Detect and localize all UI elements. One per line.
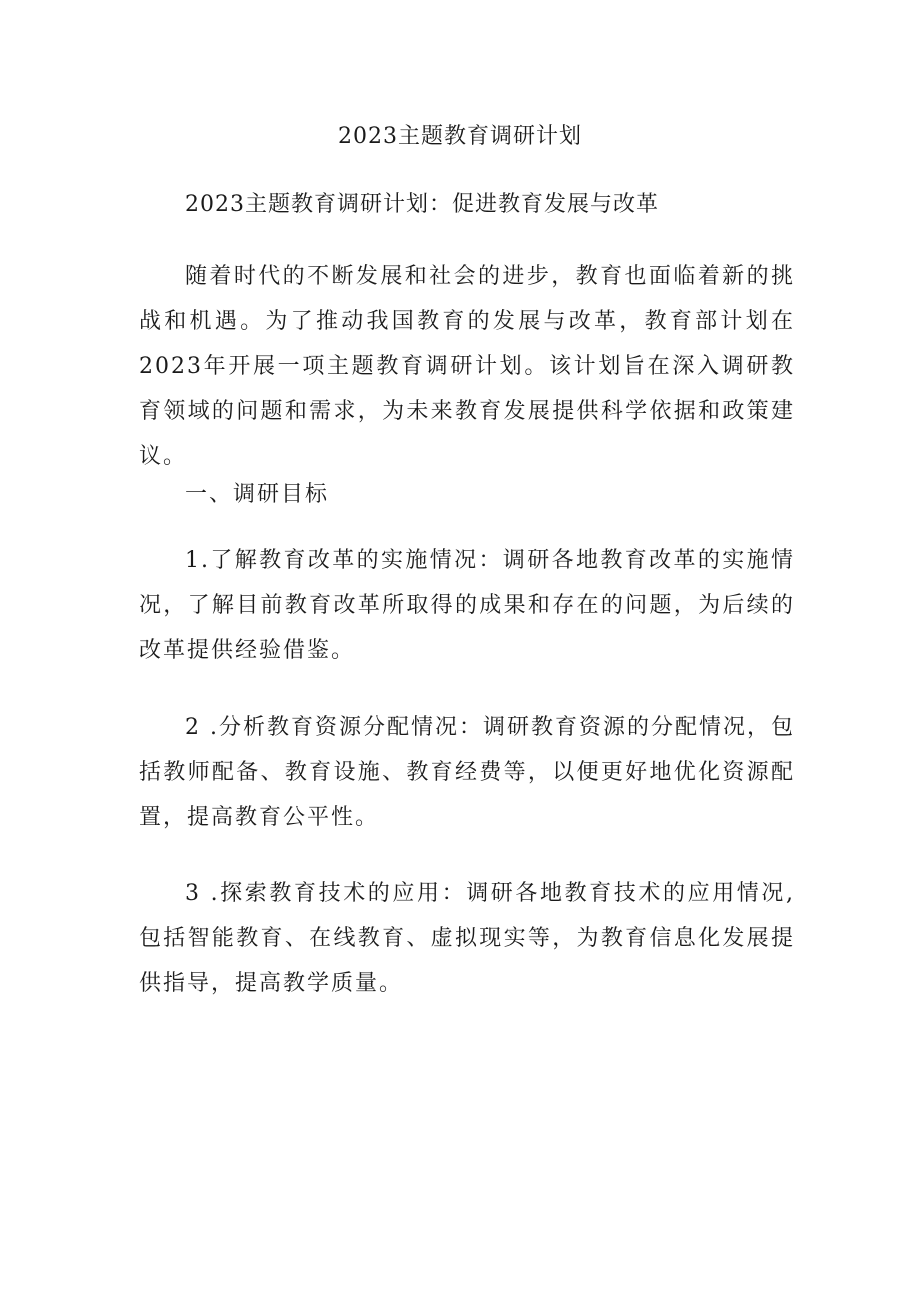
document-subtitle: 2023主题教育调研计划：促进教育发展与改革 xyxy=(185,192,659,217)
objective-item-1: 1.了解教育改革的实施情况：调研各地教育改革的实施情况，了解目前教育改革所取得的成果和存在的问题，为后续的改革提供经验借鉴。 xyxy=(139,548,795,663)
objective-item-2: 2 .分析教育资源分配情况：调研教育资源的分配情况，包括教师配备、教育设施、教育经费等，以便更好地优化资源配置，提高教育公平性。 xyxy=(139,715,795,830)
objective-item-3: 3 .探索教育技术的应用：调研各地教育技术的应用情况,包括智能教育、在线教育、虚拟现实等，为教育信息化发展提供指导，提高教学质量。 xyxy=(139,881,795,996)
intro-paragraph: 随着时代的不断发展和社会的进步，教育也面临着新的挑战和机遇。为了推动我国教育的发展与改革，教育部计划在2023年开展一项主题教育调研计划。该计划旨在深入调研教育领域的问题和需求，为未来教育发展提供科学依据和政策建议。 xyxy=(139,264,795,469)
document-title: 2023主题教育调研计划 xyxy=(338,124,582,149)
section-heading: 一、调研目标 xyxy=(185,482,330,507)
